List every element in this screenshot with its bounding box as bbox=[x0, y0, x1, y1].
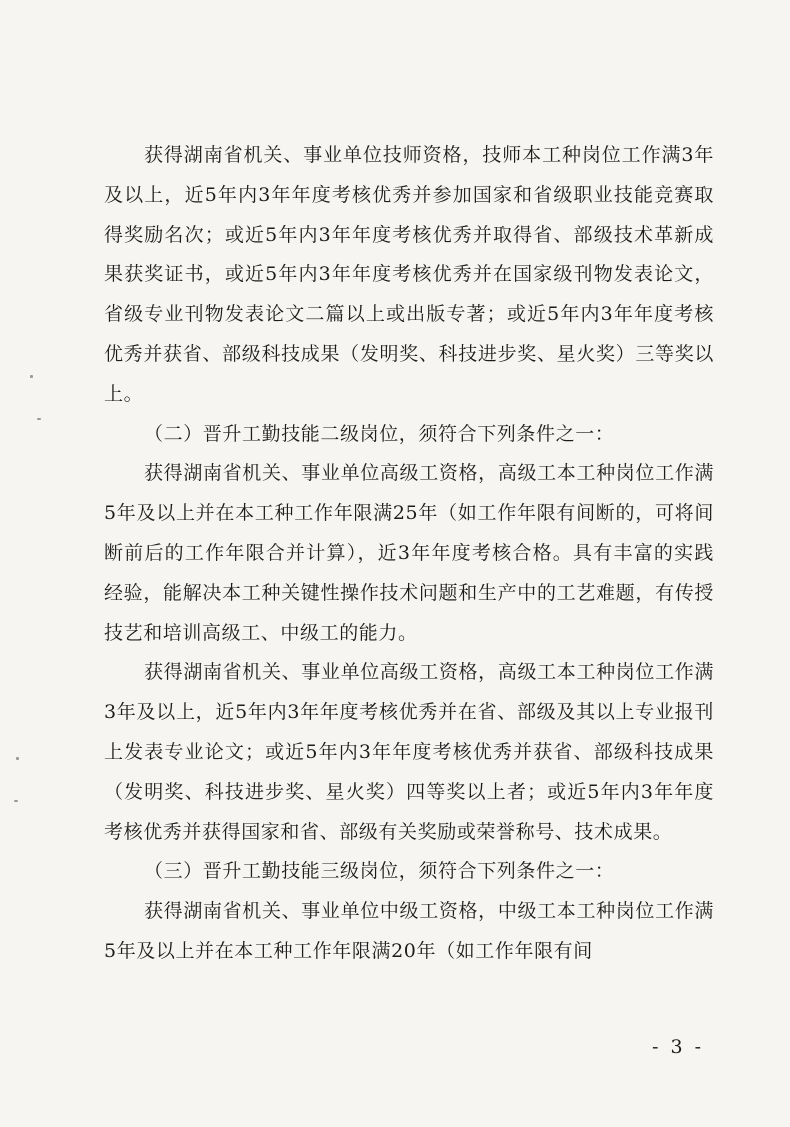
document-body bbox=[104, 136, 714, 972]
scan-speck bbox=[37, 418, 41, 420]
scan-speck bbox=[14, 800, 18, 802]
section-heading-level-3: （三）晋升工勤技能三级岗位，须符合下列条件之一： bbox=[144, 860, 615, 883]
page-number: - 3 - bbox=[652, 1036, 705, 1058]
scan-speck bbox=[16, 757, 19, 760]
scan-speck bbox=[30, 375, 33, 378]
paragraph-senior-worker-condition-1: 获得湖南省机关、事业单位高级工资格，高级工本工种岗位工作满5年及以上并在本工种工作年限满25年（如工作年限有间断的，可将间断前后的工作年限合并计算），近3年年度考核合格。具有丰富的实践经验，能解决本工种关键性操作技术问题和生产中的工艺难题，有传授技艺和培训高级工、中级工的能力。 bbox=[104, 462, 714, 644]
section-heading-level-2: （二）晋升工勤技能二级岗位，须符合下列条件之一： bbox=[144, 422, 615, 445]
paragraph-senior-worker-condition-2: 获得湖南省机关、事业单位高级工资格，高级工本工种岗位工作满3年及以上，近5年内3年年度考核优秀并在省、部级及其以上专业报刊上发表专业论文；或近5年内3年年度考核优秀并获省、部级科技成果（发明奖、科技进步奖、星火奖）四等奖以上者；或近5年内3年年度考核优秀并获得国家和省、部级有关奖励或荣誉称号、技术成果。 bbox=[104, 661, 714, 843]
paragraph-intermediate-worker-condition: 获得湖南省机关、事业单位中级工资格，中级工本工种岗位工作满5年及以上并在本工种工作年限满20年（如工作年限有间 bbox=[104, 900, 714, 962]
paragraph-technician-qualification: 获得湖南省机关、事业单位技师资格，技师本工种岗位工作满3年及以上，近5年内3年年度考核优秀并参加国家和省级职业技能竞赛取得奖励名次；或近5年内3年年度考核优秀并取得省、部级技术革新成果获奖证书，或近5年内3年年度考核优秀并在国家级刊物发表论文，省级专业刊物发表论文二篇以上或出版专著；或近5年内3年年度考核优秀并获省、部级科技成果（发明奖、科技进步奖、星火奖）三等奖以上。 bbox=[104, 144, 714, 405]
